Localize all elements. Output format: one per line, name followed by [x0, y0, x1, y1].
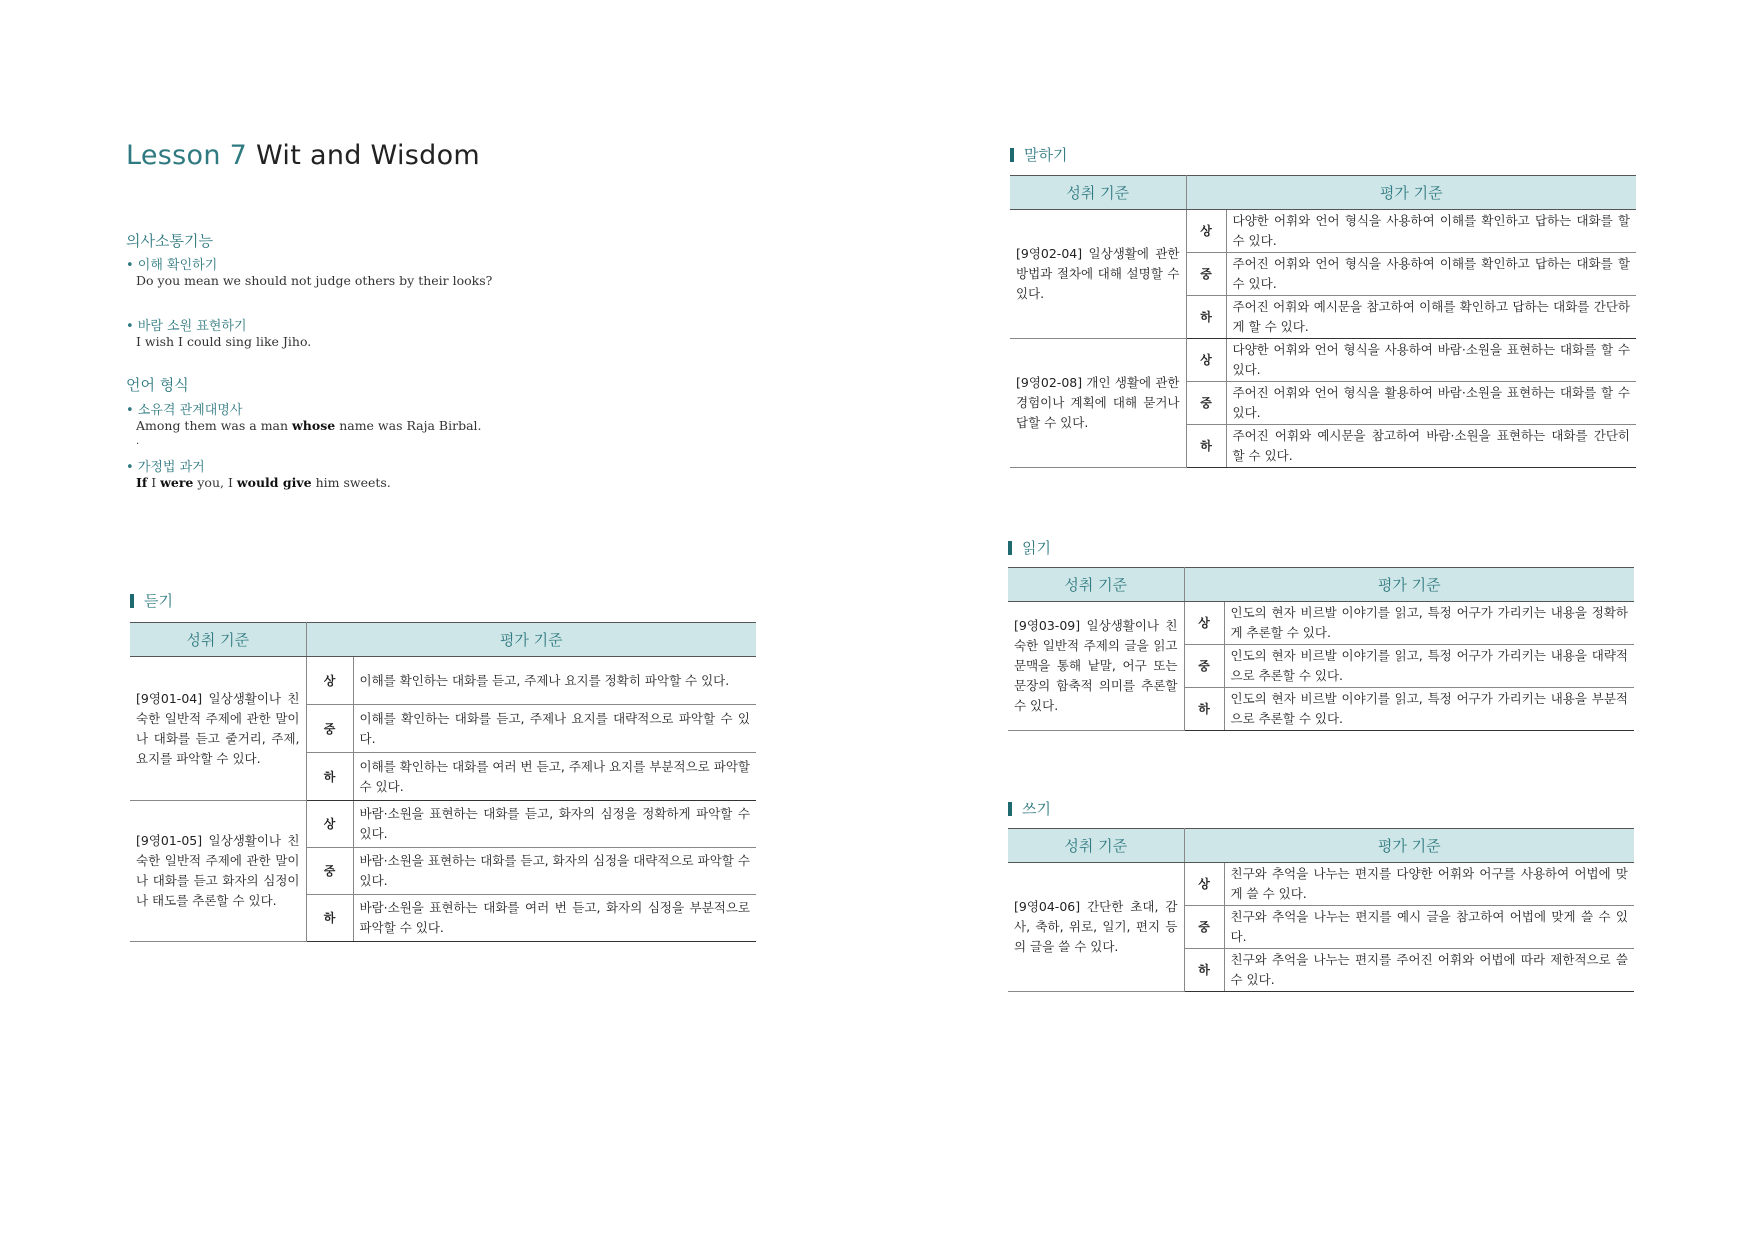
- function-label: • 이해 확인하기: [126, 258, 218, 273]
- achievement-standard: [9영01-05] 일상생활이나 친숙한 일반적 주제에 관한 말이나 대화를 듣고 화자의 심정이나 태도를 추론할 수 있다.: [130, 801, 306, 942]
- table-header: [1008, 829, 1634, 863]
- section-bar-icon: [130, 594, 134, 608]
- example-emphasis: would give: [236, 475, 312, 490]
- evaluation-criterion: 이해를 확인하는 대화를 듣고, 주제나 요지를 대략적으로 파악할 수 있다.: [353, 705, 756, 753]
- reading-table: [1008, 567, 1634, 731]
- table-row: [1008, 602, 1634, 645]
- evaluation-criterion: 이해를 확인하는 대화를 여러 번 듣고, 주제나 요지를 부분적으로 파악할 수 있다.: [353, 753, 756, 801]
- writing-table: [1008, 828, 1634, 992]
- evaluation-criterion: 이해를 확인하는 대화를 듣고, 주제나 요지를 정확히 파악할 수 있다.: [353, 657, 756, 705]
- speaking-heading: [1010, 144, 1067, 165]
- evaluation-criterion: 주어진 어휘와 예시문을 참고하여 바람·소원을 표현하는 대화를 간단히 할 수 있다.: [1226, 425, 1636, 468]
- level-badge: 하: [306, 895, 353, 942]
- level-badge: 하: [1184, 688, 1224, 731]
- level-badge: 중: [306, 848, 353, 895]
- evaluation-criterion: 다양한 어휘와 언어 형식을 사용하여 이해를 확인하고 답하는 대화를 할 수 있다.: [1226, 210, 1636, 253]
- achievement-header: 성취 기준: [130, 623, 306, 657]
- function-example: I wish I could sing like Jiho.: [136, 334, 312, 349]
- function-example: Do you mean we should not judge others by their looks?: [136, 273, 493, 288]
- example-text: name was Raja Birbal.: [335, 418, 482, 433]
- writing-title: 쓰기: [1022, 800, 1051, 818]
- level-badge: 상: [306, 801, 353, 848]
- communication-heading: 의사소통기능: [126, 232, 213, 250]
- example-emphasis: whose: [292, 418, 336, 433]
- section-bar-icon: [1008, 541, 1012, 555]
- listening-title: 듣기: [144, 592, 173, 610]
- table-header: [1010, 176, 1636, 210]
- reading-title: 읽기: [1022, 539, 1051, 557]
- evaluation-criterion: 바람·소원을 표현하는 대화를 듣고, 화자의 심정을 정확하게 파악할 수 있다.: [353, 801, 756, 848]
- example-dot: .: [136, 436, 140, 447]
- evaluation-criterion: 바람·소원을 표현하는 대화를 여러 번 듣고, 화자의 심정을 부분적으로 파악할 수 있다.: [353, 895, 756, 942]
- achievement-header: 성취 기준: [1008, 829, 1184, 863]
- evaluation-criterion: 다양한 어휘와 언어 형식을 사용하여 바람·소원을 표현하는 대화를 할 수 있다.: [1226, 339, 1636, 382]
- table-row: [130, 657, 756, 705]
- grammar-heading: 언어 형식: [126, 376, 189, 394]
- level-badge: 중: [1184, 906, 1224, 949]
- level-badge: 하: [1186, 296, 1226, 339]
- level-badge: 중: [1186, 382, 1226, 425]
- evaluation-criterion: 인도의 현자 비르발 이야기를 읽고, 특정 어구가 가리키는 내용을 부분적으로 추론할 수 있다.: [1224, 688, 1634, 731]
- level-badge: 중: [306, 705, 353, 753]
- listening-heading: [130, 590, 173, 611]
- example-text: I: [147, 475, 161, 490]
- table-header: [130, 623, 756, 657]
- evaluation-criterion: 바람·소원을 표현하는 대화를 듣고, 화자의 심정을 대략적으로 파악할 수 있다.: [353, 848, 756, 895]
- achievement-standard: [9영02-08] 개인 생활에 관한 경험이나 계획에 대해 묻거나 답할 수 있다.: [1010, 339, 1186, 468]
- evaluation-criterion: 주어진 어휘와 언어 형식을 사용하여 이해를 확인하고 답하는 대화를 할 수 있다.: [1226, 253, 1636, 296]
- table-row: [130, 801, 756, 848]
- evaluation-criterion: 친구와 추억을 나누는 편지를 예시 글을 참고하여 어법에 맞게 쓸 수 있다.: [1224, 906, 1634, 949]
- table-header: [1008, 568, 1634, 602]
- writing-heading: [1008, 798, 1051, 819]
- grammar-example: [136, 418, 482, 433]
- reading-heading: [1008, 537, 1051, 558]
- achievement-standard: [9영03-09] 일상생활이나 친숙한 일반적 주제의 글을 읽고 문맥을 통해 낱말, 어구 또는 문장의 함축적 의미를 추론할 수 있다.: [1008, 602, 1184, 731]
- speaking-title: 말하기: [1024, 146, 1068, 164]
- level-badge: 중: [1186, 253, 1226, 296]
- evaluation-header: 평가 기준: [1184, 829, 1634, 863]
- level-badge: 중: [1184, 645, 1224, 688]
- evaluation-criterion: 주어진 어휘와 예시문을 참고하여 이해를 확인하고 답하는 대화를 간단하게 할 수 있다.: [1226, 296, 1636, 339]
- evaluation-criterion: 친구와 추억을 나누는 편지를 다양한 어휘와 어구를 사용하여 어법에 맞게 쓸 수 있다.: [1224, 863, 1634, 906]
- level-badge: 상: [1186, 339, 1226, 382]
- example-text: you, I: [193, 475, 237, 490]
- evaluation-header: 평가 기준: [1184, 568, 1634, 602]
- speaking-table: [1010, 175, 1636, 468]
- evaluation-criterion: 인도의 현자 비르발 이야기를 읽고, 특정 어구가 가리키는 내용을 정확하게 추론할 수 있다.: [1224, 602, 1634, 645]
- level-badge: 하: [1184, 949, 1224, 992]
- level-badge: 하: [1186, 425, 1226, 468]
- achievement-standard: [9영02-04] 일상생활에 관한 방법과 절차에 대해 설명할 수 있다.: [1010, 210, 1186, 339]
- evaluation-criterion: 친구와 추억을 나누는 편지를 주어진 어휘와 어법에 따라 제한적으로 쓸 수 있다.: [1224, 949, 1634, 992]
- example-emphasis: If: [136, 475, 148, 490]
- evaluation-criterion: 주어진 어휘와 언어 형식을 활용하여 바람·소원을 표현하는 대화를 할 수 있다.: [1226, 382, 1636, 425]
- grammar-label: • 소유격 관계대명사: [126, 403, 243, 418]
- level-badge: 상: [1184, 863, 1224, 906]
- lesson-name: Wit and Wisdom: [256, 140, 480, 171]
- level-badge: 하: [306, 753, 353, 801]
- function-label: • 바람 소원 표현하기: [126, 319, 247, 334]
- example-text: him sweets.: [311, 475, 391, 490]
- section-bar-icon: [1010, 148, 1014, 162]
- grammar-label: • 가정법 과거: [126, 460, 205, 475]
- evaluation-header: 평가 기준: [1186, 176, 1636, 210]
- table-row: [1010, 210, 1636, 253]
- section-bar-icon: [1008, 802, 1012, 816]
- table-row: [1008, 863, 1634, 906]
- achievement-header: 성취 기준: [1008, 568, 1184, 602]
- evaluation-criterion: 인도의 현자 비르발 이야기를 읽고, 특정 어구가 가리키는 내용을 대략적으로 추론할 수 있다.: [1224, 645, 1634, 688]
- level-badge: 상: [1186, 210, 1226, 253]
- level-badge: 상: [306, 657, 353, 705]
- achievement-standard: [9영01-04] 일상생활이나 친숙한 일반적 주제에 관한 말이나 대화를 듣고 줄거리, 주제, 요지를 파악할 수 있다.: [130, 657, 306, 801]
- example-emphasis: were: [160, 475, 194, 490]
- grammar-example: [136, 475, 391, 490]
- example-text: Among them was a man: [136, 418, 293, 433]
- lesson-label: Lesson 7: [126, 140, 248, 171]
- lesson-title: [126, 140, 480, 171]
- listening-table: [130, 622, 756, 942]
- table-row: [1010, 339, 1636, 382]
- achievement-header: 성취 기준: [1010, 176, 1186, 210]
- achievement-standard: [9영04-06] 간단한 초대, 감사, 축하, 위로, 일기, 편지 등의 글을 쓸 수 있다.: [1008, 863, 1184, 992]
- evaluation-header: 평가 기준: [306, 623, 756, 657]
- level-badge: 상: [1184, 602, 1224, 645]
